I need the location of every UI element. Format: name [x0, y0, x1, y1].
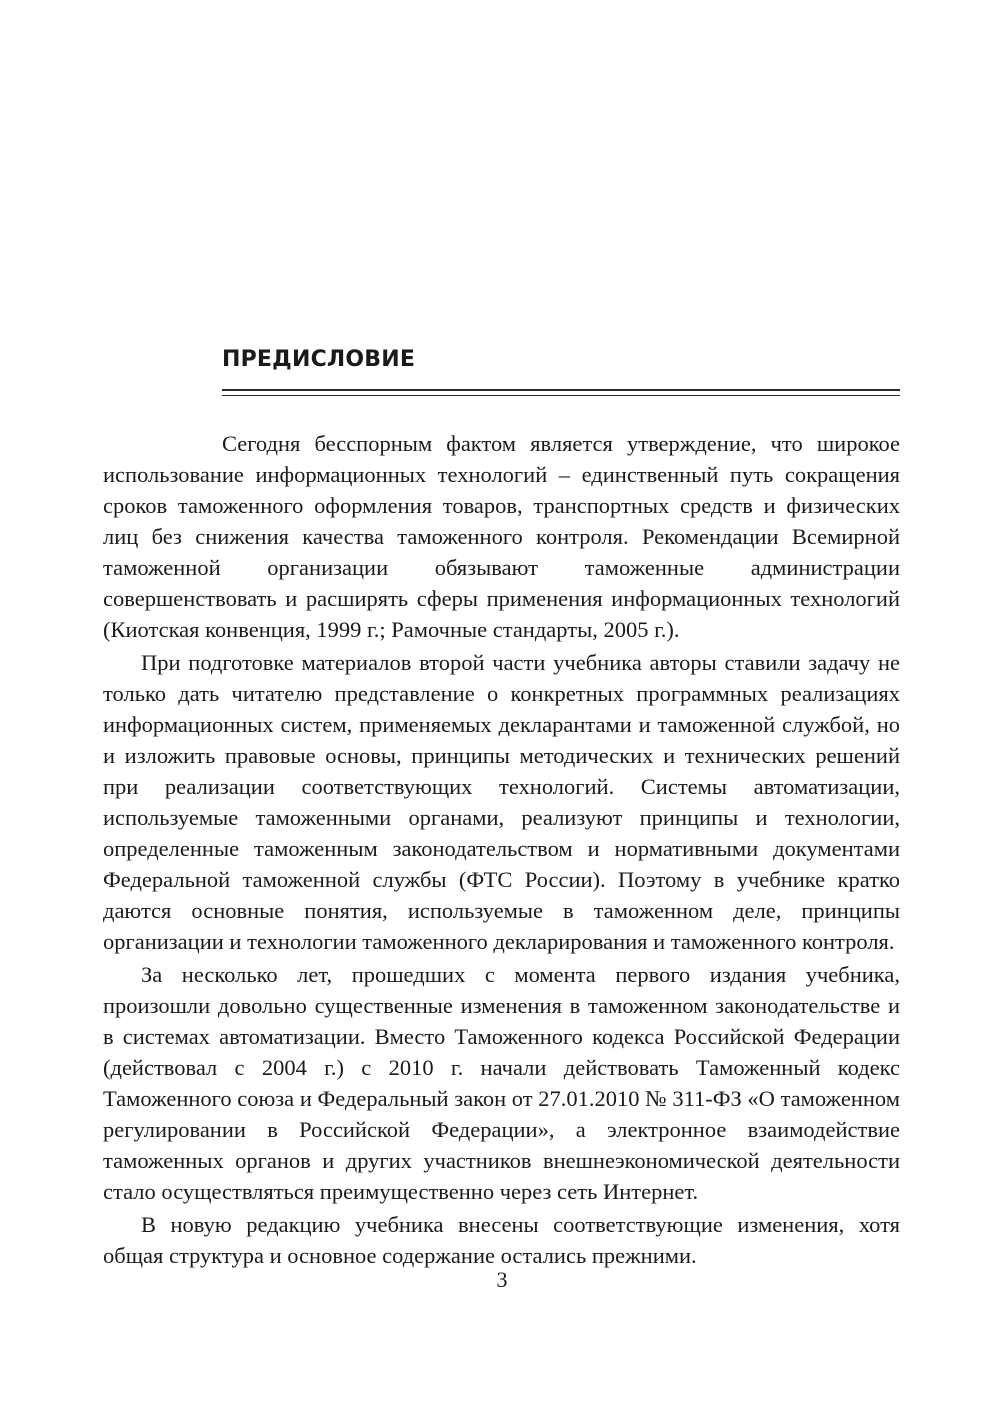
heading-rule-top [222, 389, 900, 391]
section-heading: ПРЕДИСЛОВИЕ [222, 347, 416, 372]
body-text [103, 428, 900, 1273]
paragraph-2: При подготовке материалов второй части учебника авторы ставили задачу не только дать читателю представление о конкретных программных реализациях информационных систем, применяемых декларантами и таможенной службой, но и изложить правовые основы, принципы методических и технических решений при реализации соответствующих технологий. Системы автоматизации, используемые таможенными органами, реализуют принципы и технологии, определенные таможенным законодательством и нормативными документами Федеральной таможенной службы (ФТС России). Поэтому в учебнике кратко даются основные понятия, используемые в таможенном деле, принципы организации и технологии таможенного декларирования и таможенного контроля. [103, 650, 900, 954]
paragraph-4: В новую редакцию учебника внесены соответствующие изменения, хотя общая структура и основное содержание остались прежними. [103, 1212, 900, 1268]
heading-rule-bottom [222, 395, 900, 396]
page-number: 3 [496, 1267, 508, 1292]
paragraph-3: За несколько лет, прошедших с момента первого издания учебника, произошли довольно существенные изменения в таможенном законодательстве и в системах автоматизации. Вместо Таможенного кодекса Российской Федерации (действовал с 2004 г.) с 2010 г. начали действовать Таможенный кодекс Таможенного союза и Федеральный закон от 27.01.2010 № 311-ФЗ «О таможенном регулировании в Российской Федерации», а электронное взаимодействие таможенных органов и других участников внешнеэкономической деятельности стало осуществляться преимущественно через сеть Интернет. [103, 962, 900, 1204]
paragraph-1: Сегодня бесспорным фактом является утверждение, что широкое использование информационных технологий – единственный путь сокращения сроков таможенного оформления товаров, транспортных средств и физических лиц без снижения качества таможенного контроля. Рекомендации Всемирной таможенной организации обязывают таможенные администрации совершенствовать и расширять сферы применения информационных технологий (Киотская конвенция, 1999 г.; Рамочные стандарты, 2005 г.). [103, 431, 900, 642]
